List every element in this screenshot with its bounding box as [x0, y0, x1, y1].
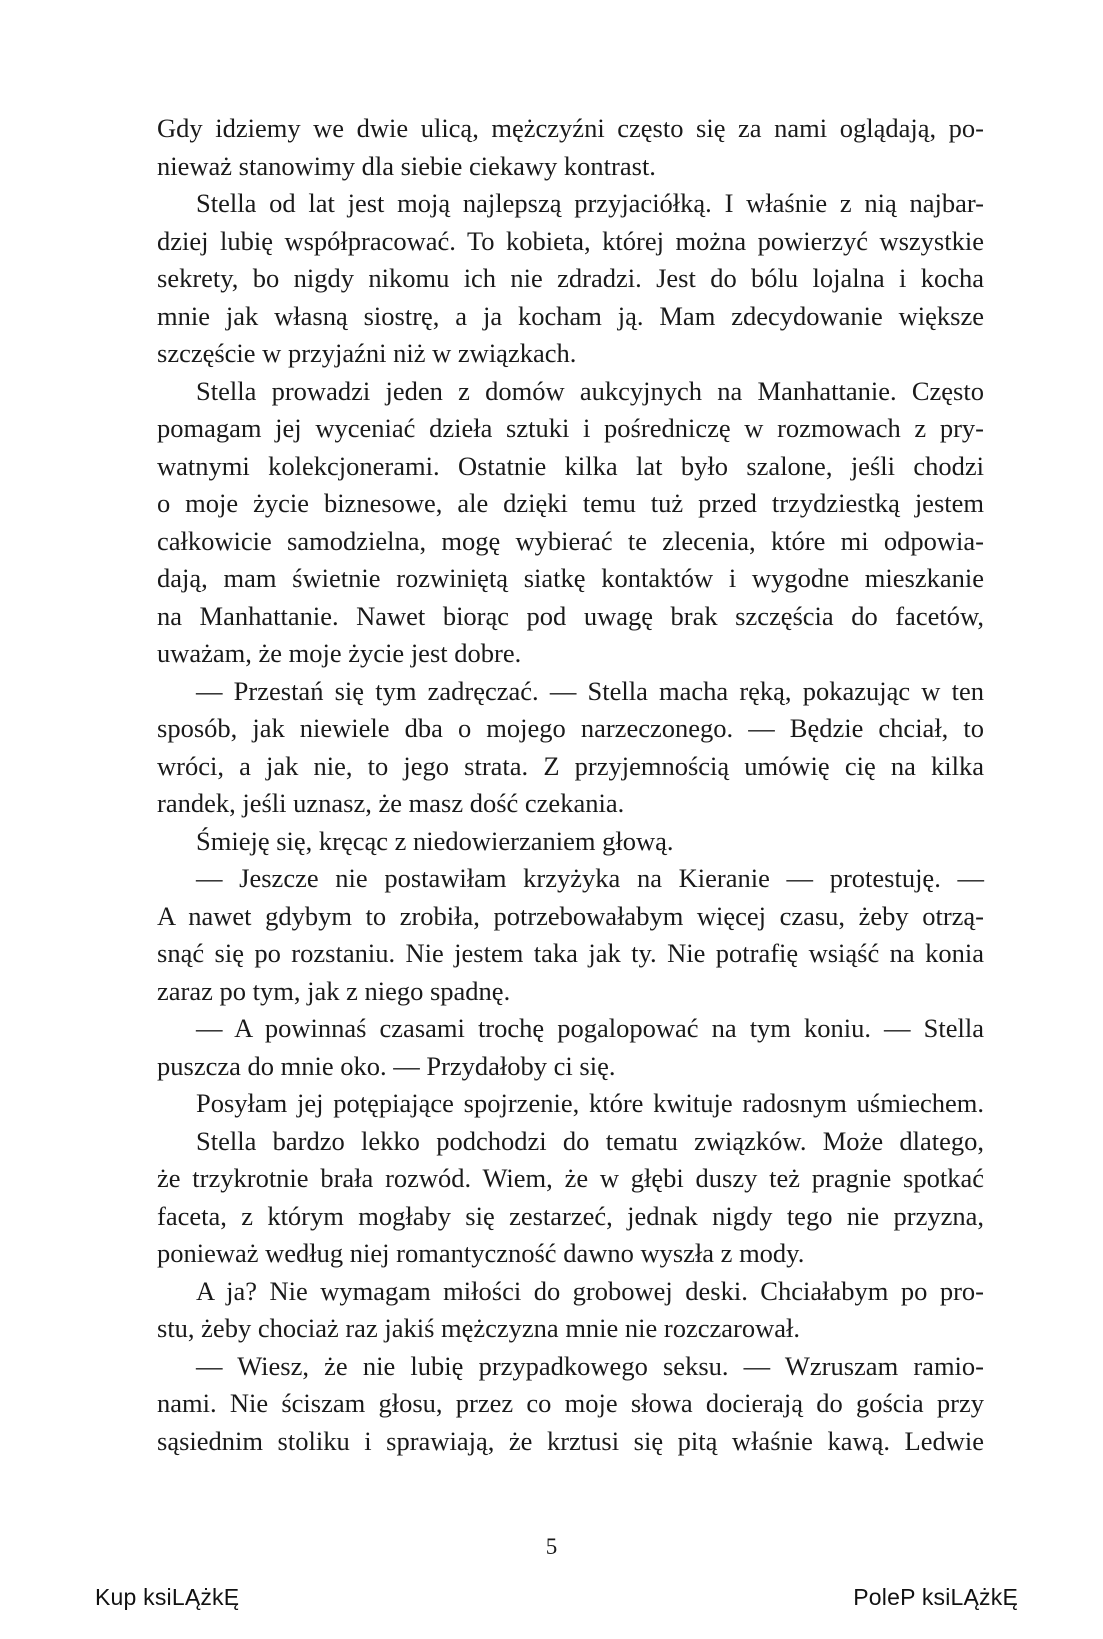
text-line: ponieważ według niej romantyczność dawno wyszła z mody.	[157, 1238, 805, 1268]
text-line: Śmieję się, kręcąc z niedowierzaniem głową.	[196, 825, 674, 856]
text-line: zaraz po tym, jak z niego spadnę.	[157, 975, 511, 1006]
text-line: A ja? Nie wymagam miłości do grobowej deski. Chciałabym po pro-	[196, 1275, 984, 1306]
text-line: pomagam jej wyceniać dzieła sztuki i pośredniczę w rozmowach z pry-	[157, 413, 984, 443]
text-line: Stella bardzo lekko podchodzi do tematu związków. Może dlatego,	[196, 1125, 984, 1156]
text-line: na Manhattanie. Nawet biorąc pod uwagę brak szczęścia do facetów,	[157, 600, 984, 631]
text-line: — Jeszcze nie postawiłam krzyżyka na Kieranie — protestuję. —	[196, 863, 984, 893]
text-line: nieważ stanowimy dla siebie ciekawy kontrast.	[157, 150, 656, 181]
text-line: watnymi kolekcjonerami. Ostatnie kilka lat było szalone, jeśli chodzi	[157, 450, 984, 481]
text-line: Stella od lat jest moją najlepszą przyjaciółką. I właśnie z nią najbar-	[196, 188, 984, 218]
text-line: dają, mam świetnie rozwiniętą siatkę kontaktów i wygodne mieszkanie	[157, 563, 984, 593]
text-line: sposób, jak niewiele dba o mojego narzeczonego. — Będzie chciał, to	[157, 713, 984, 743]
body-text	[157, 110, 984, 1460]
recommend-book-link[interactable]: PoleP ksiLĄżkĘ	[853, 1584, 1018, 1610]
text-line: mnie jak własną siostrę, a ja kocham ją. Mam zdecydowanie większe	[157, 300, 984, 331]
text-line: nami. Nie ściszam głosu, przez co moje słowa docierają do gościa przy	[157, 1388, 984, 1418]
text-line: uważam, że moje życie jest dobre.	[157, 638, 522, 668]
text-line: Gdy idziemy we dwie ulicą, mężczyźni często się za nami oglądają, po-	[157, 113, 984, 143]
text-line: Stella prowadzi jeden z domów aukcyjnych na Manhattanie. Często	[196, 375, 984, 406]
text-line: randek, jeśli uznasz, że masz dość czekania.	[157, 788, 625, 818]
text-line: — Przestań się tym zadręczać. — Stella macha ręką, pokazując w ten	[196, 675, 984, 706]
text-line: puszcza do mnie oko. — Przydałoby ci się.	[157, 1050, 616, 1081]
text-line: wróci, a jak nie, to jego strata. Z przyjemnością umówię cię na kilka	[157, 750, 984, 781]
text-line: — A powinnaś czasami trochę pogalopować na tym koniu. — Stella	[196, 1013, 984, 1043]
text-line: szczęście w przyjaźni niż w związkach.	[157, 338, 577, 368]
text-line: Posyłam jej potępiające spojrzenie, które kwituje radosnym uśmiechem.	[196, 1088, 984, 1118]
text-line: o moje życie biznesowe, ale dzięki temu tuż przed trzydziestką jestem	[157, 488, 984, 518]
text-line: snąć się po rozstaniu. Nie jestem taka jak ty. Nie potrafię wsiąść na konia	[157, 938, 984, 968]
buy-book-link[interactable]: Kup ksiLĄżkĘ	[95, 1584, 240, 1610]
text-line: — Wiesz, że nie lubię przypadkowego seksu. — Wzruszam ramio-	[196, 1350, 984, 1381]
text-line: stu, żeby chociaż raz jakiś mężczyzna mnie nie rozczarował.	[157, 1313, 801, 1343]
text-line: że trzykrotnie brała rozwód. Wiem, że w głębi duszy też pragnie spotkać	[157, 1163, 984, 1193]
text-line: dziej lubię współpracować. To kobieta, której można powierzyć wszystkie	[157, 225, 984, 256]
text-line: A nawet gdybym to zrobiła, potrzebowałabym więcej czasu, żeby otrzą-	[157, 900, 984, 931]
text-line: faceta, z którym mogłaby się zestarzeć, jednak nigdy tego nie przyzna,	[157, 1200, 984, 1231]
page-number: 5	[545, 1534, 558, 1559]
text-line: sąsiednim stoliku i sprawiają, że krztusi się pitą właśnie kawą. Ledwie	[157, 1425, 984, 1456]
text-line: całkowicie samodzielna, mogę wybierać te zlecenia, które mi odpowia-	[157, 525, 984, 556]
text-line: sekrety, bo nigdy nikomu ich nie zdradzi. Jest do bólu lojalna i kocha	[157, 263, 984, 293]
